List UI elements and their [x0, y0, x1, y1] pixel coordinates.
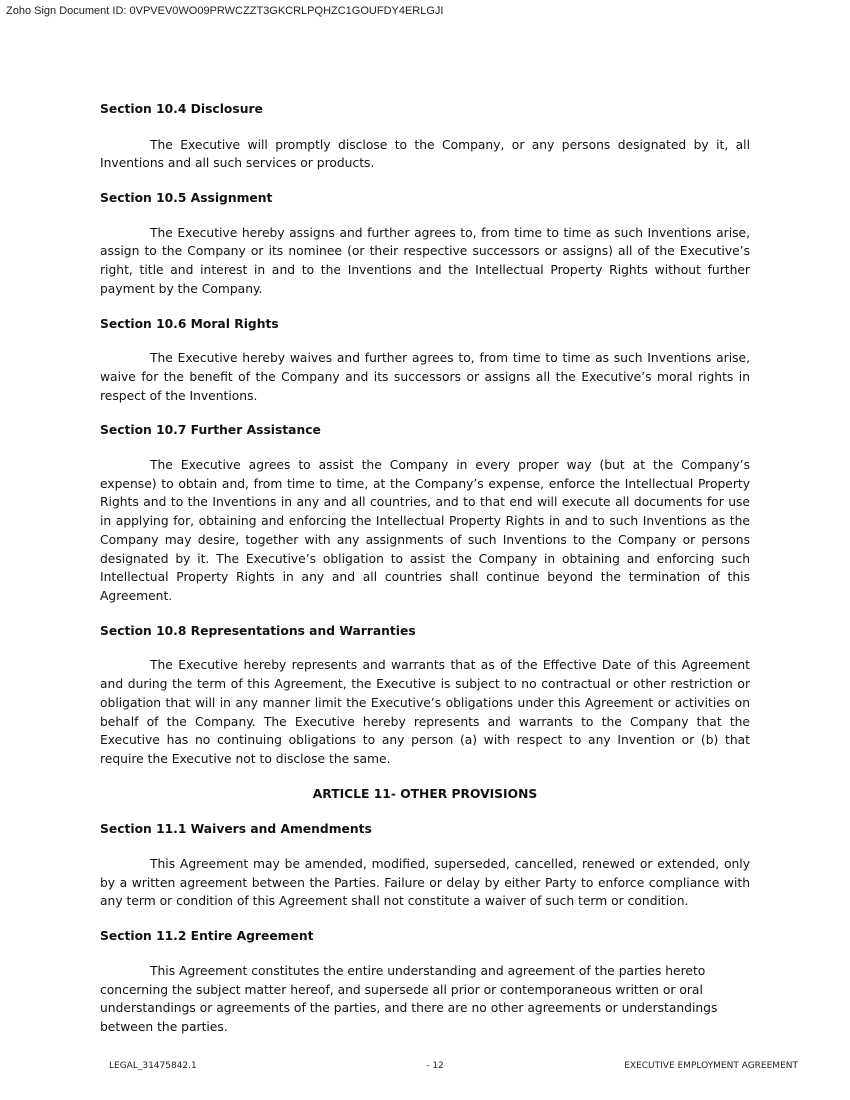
footer-legal-id: LEGAL_31475842.1 [109, 1061, 197, 1071]
section-heading-10-7: Section 10.7 Further Assistance [100, 423, 321, 438]
section-text-10-6: The Executive hereby waives and further agrees to, from time to time as such Inventions arise, waive for the benefit of the Company and its successors or assigns all the Executive’s moral rights in respect of the Inventions. [100, 351, 750, 403]
section-heading-10-5: Section 10.5 Assignment [100, 191, 273, 206]
footer-document-title: EXECUTIVE EMPLOYMENT AGREEMENT [624, 1061, 798, 1071]
section-heading-10-4: Section 10.4 Disclosure [100, 102, 263, 116]
section-text-10-5: The Executive hereby assigns and further agrees to, from time to time as such Inventions arise, assign to the Company or its nominee (or their respective successors or assigns) all of the Executive’s right, title and interest in and to the Inventions and the Intellectual Property Rights without further payment by the Company. [100, 225, 750, 296]
section-text-10-7: The Executive agrees to assist the Company in every proper way (but at the Company’s expense) to obtain and, from time to time, at the Company’s expense, enforce the Intellectual Property Rights and to the Inventions in any and all countries, and to that end will execute all documents for use in applying for, obtaining and enforcing the Intellectual Property Rights in and to such Inventions as the Company may desire, together with any assignments of such Inventions to the Company or persons designated by it. The Executive’s obligation to assist the Company in obtaining and enforcing such Intellectual Property Rights in any and all countries shall continue beyond the termination of this Agreement. [100, 458, 750, 603]
section-heading-11-1: Section 11.1 Waivers and Amendments [100, 822, 372, 837]
section-text-11-1: This Agreement may be amended, modified, superseded, cancelled, renewed or extended, only by a written agreement between the Parties. Failure or delay by either Party to enforce compliance with any term or condition of this Agreement shall not constitute a waiver of such term or condition. [100, 857, 750, 909]
section-text-11-2: This Agreement constitutes the entire understanding and agreement of the parties hereto concerning the subject matter hereof, and supersede all prior or contemporaneous written or oral understandings or agreements of the parties, and there are no other agreements or understandings between the parties. [100, 963, 718, 1034]
section-text-10-8: The Executive hereby represents and warrants that as of the Effective Date of this Agreement and during the term of this Agreement, the Executive is subject to no contractual or other restriction or obligation that will in any manner limit the Executive’s obligations under this Agreement or activities on behalf of the Company. The Executive hereby represents and warrants to the Company that the Executive has no continuing obligations to any person (a) with respect to any Invention or (b) that require the Executive not to disclose the same. [100, 658, 750, 766]
document-id: Zoho Sign Document ID: 0VPVEV0WO09PRWCZZT3GKCRLPQHZC1GOUFDY4ERLGJI [6, 5, 444, 17]
section-heading-11-2: Section 11.2 Entire Agreement [100, 929, 314, 944]
section-heading-10-6: Section 10.6 Moral Rights [100, 316, 279, 331]
document-body [100, 100, 750, 1037]
section-heading-10-8: Section 10.8 Representations and Warranties [100, 623, 416, 638]
footer-page-number: - 12 [426, 1061, 444, 1071]
article-heading-11: ARTICLE 11- OTHER PROVISIONS [312, 786, 538, 801]
section-text-10-4: The Executive will promptly disclose to the Company, or any persons designated by it, all Inventions and all such services or products. [100, 137, 750, 171]
